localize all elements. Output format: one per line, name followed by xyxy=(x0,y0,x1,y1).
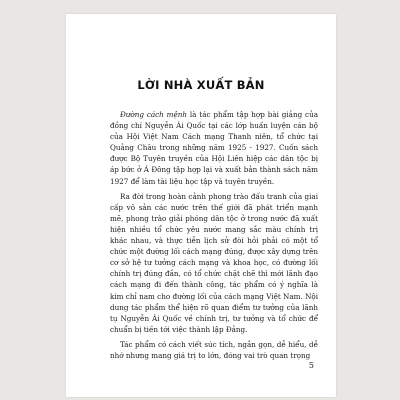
paragraph-1 xyxy=(110,109,318,187)
page-heading: LỜI NHÀ XUẤT BẢN xyxy=(137,78,265,92)
book-title: Đường cách mệnh xyxy=(120,110,187,119)
body-text xyxy=(110,109,318,365)
paragraph-2: Ra đời trong hoàn cảnh phong trào đấu tranh của giai cấp vô sản các nước trên thế giới đã phát triển mạnh mẽ, phong trào giải phóng dân tộc ở trong nước đã xuất hiện nhiều tổ chức yêu nước mang sắc màu chính trị khác nhau, và thực tiễn lịch sử đòi hỏi phải có một tổ chức một đường lối cách mạng đúng, được xây dựng trên cơ sở hệ tư tưởng cách mạng và khoa học, có đường lối chính trị đúng đắn, có tổ chức chặt chẽ thì mới lãnh đạo cách mạng đi đến thành công, tác phẩm có ý nghĩa là kim chỉ nam cho đường lối của cách mạng Việt Nam. Nội dung tác phẩm thể hiện rõ quan điểm tư tưởng của lãnh tụ Nguyễn Ái Quốc về chính trị, tư tưởng và tổ chức để chuẩn bị tiền tới việc thành lập Đảng. xyxy=(110,191,318,334)
paragraph-3: Tác phẩm có cách viết súc tích, ngắn gọn, dễ hiểu, dễ nhớ nhưng mang giá trị to lớn, đóng vai trò quan trọng xyxy=(110,339,318,360)
page-number: 5 xyxy=(308,361,314,370)
paragraph-1-text: là tác phẩm tập hợp bài giảng của đồng chí Nguyễn Ái Quốc tại các lớp huấn luyện cán bộ của Hội Việt Nam Cách mạng Thanh niên, tổ chức tại Quảng Châu trong những năm 1925 - 1927. Cuốn sách được Bộ Tuyên truyền của Hội Liên hiệp các dân tộc bị áp bức ở Á Đông tập hợp lại và xuất bản thành sách năm 1927 để làm tài liệu học tập và tuyên truyền. xyxy=(110,110,318,186)
book-page xyxy=(66,14,336,397)
